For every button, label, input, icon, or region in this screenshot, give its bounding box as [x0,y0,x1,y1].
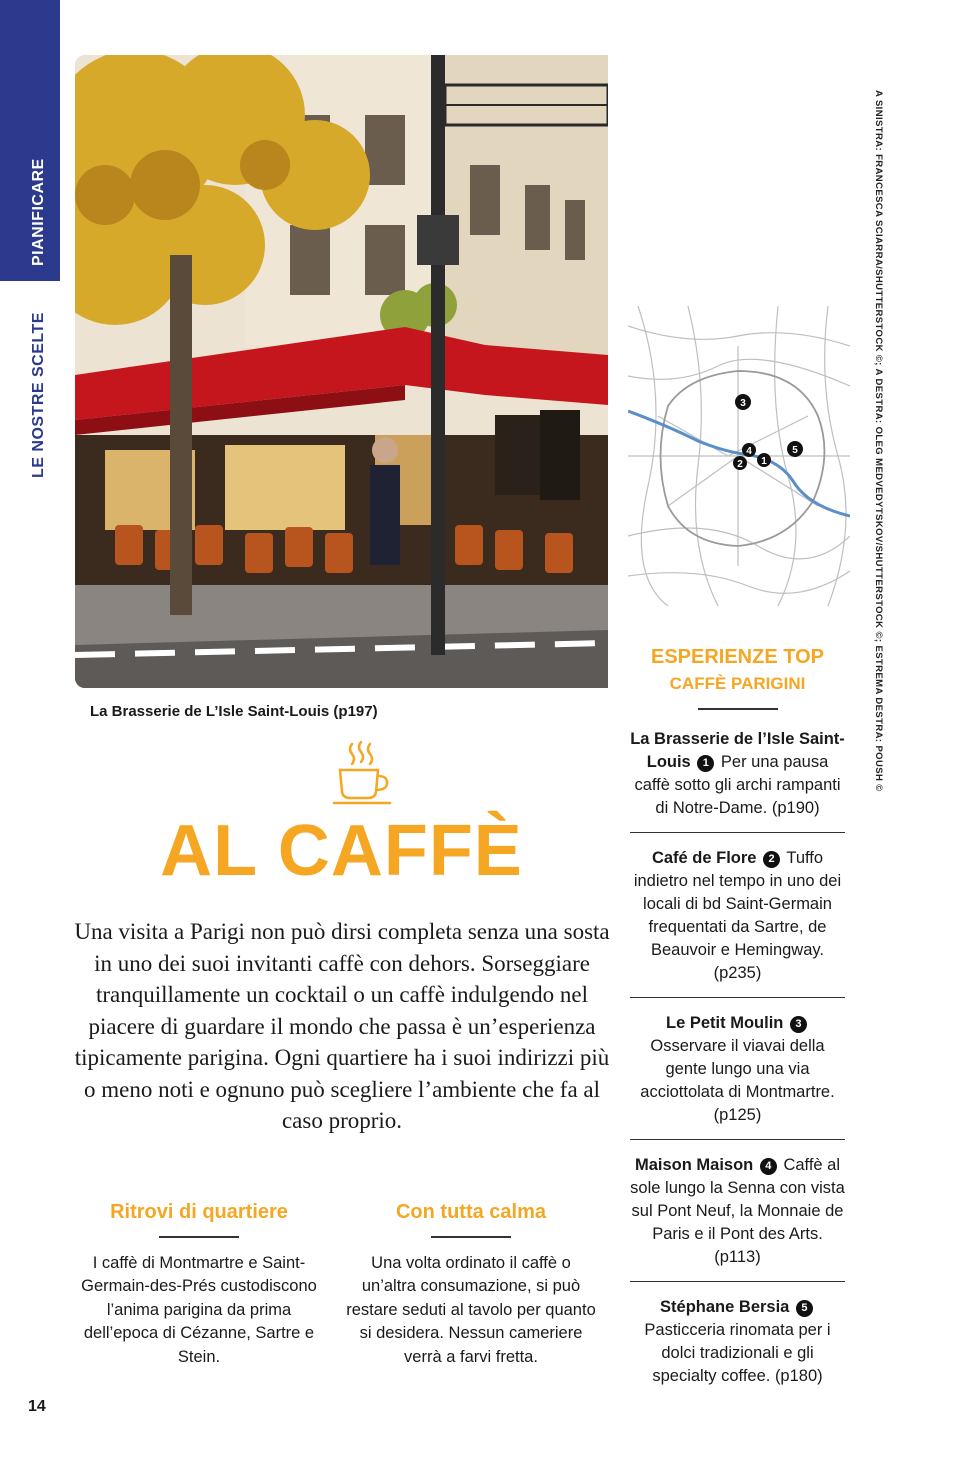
photo-credits: A SINISTRA: FRANCESCA SCIARRA/SHUTTERSTOCK ©; A DESTRA: OLEG MEDVEDYTSKOV/SHUTTERSTOCK ©; ESTREMA DESTRA: POUSH © [873,90,884,792]
subsection-text: I caffè di Montmartre e Saint-Germain-des-Prés custodiscono l’anima parigina da prima dell’epoca di Cézanne, Sartre e Stein. [81,1253,317,1366]
svg-text:5: 5 [792,445,798,456]
list-item [630,1012,845,1140]
subsection-title: Con tutta calma [395,1201,547,1223]
number-badge: 2 [763,851,780,868]
experiences-heading: ESPERIENZE TOP [650,646,824,668]
chapter-tab-label: LE NOSTRE SCELTE [30,312,47,478]
experience-text: Pasticceria rinomata per i dolci tradizionali e gli specialty coffee. (p180) [644,1321,831,1385]
experiences-subheading: CAFFÈ PARIGINI [669,674,806,693]
number-badge: 1 [697,755,714,772]
coffee-cup-icon [330,740,394,806]
subsection-text: Una volta ordinato il caffè o un’altra consumazione, si può restare seduti al tavolo per quanto si desidera. Nessun cameriere verrà a farvi fretta. [346,1253,596,1366]
map-marker-2 [733,456,747,470]
photo-caption: La Brasserie de L’Isle Saint-Louis (p197) [90,703,378,720]
svg-text:4: 4 [746,446,752,457]
cafe-photo [75,55,608,688]
svg-text:1: 1 [761,456,767,467]
page-number: 14 [28,1398,46,1415]
experience-text: Osservare il viavai della gente lungo una via acciottolata di Montmartre. (p125) [640,1037,835,1124]
experience-name: Maison Maison [634,1156,754,1174]
experiences-list [630,728,845,1414]
experience-name: Stéphane Bersia [660,1298,790,1316]
list-item [630,1296,845,1400]
experience-name: Le Petit Moulin [666,1014,784,1032]
divider [159,1236,239,1238]
map-marker-1 [757,453,771,467]
map-marker-3 [735,394,751,410]
svg-text:2: 2 [737,459,743,470]
map-marker-4 [742,443,756,457]
experience-text: Per una pausa caffè sotto gli archi rampanti di Notre-Dame. (p190) [634,753,841,817]
experience-name: La Brasserie de l’Isle Saint-Louis [630,730,845,771]
map-marker-5 [787,441,803,457]
subsection-calma [346,1198,596,1369]
section-tab-label: PIANIFICARE [30,158,47,266]
number-badge: 3 [790,1016,807,1033]
list-item [630,847,845,998]
experiences-header [630,643,845,710]
subsection-ritrovi [74,1198,324,1369]
list-item [630,1154,845,1282]
svg-text:3: 3 [740,398,746,409]
page-title: AL CAFFÈ [160,811,523,891]
experience-name: Café de Flore [651,849,757,867]
divider [431,1236,511,1238]
experience-text: Caffè al sole lungo la Senna con vista sul Pont Neuf, la Monnaie de Paris e il Pont des Arts. (p113) [630,1156,845,1266]
intro-paragraph: Una visita a Parigi non può dirsi completa senza una sosta in uno dei suoi invitanti caffè con dehors. Sorseggiare tranquillamente un cocktail o un caffè indulgendo nel piacere di guardare il mondo che passa è un’esperienza tipicamente parigina. Ogni quartiere ha i suoi indirizzi più o meno noti e ognuno può scegliere l’ambiente che fa al caso proprio. [74,919,610,1133]
divider [698,708,778,710]
number-badge: 4 [760,1158,777,1175]
experience-text: Tuffo indietro nel tempo in uno dei locali di bd Saint-Germain frequentati da Sartre, de Beauvoir e Hemingway. (p235) [633,849,842,982]
map-panel [608,288,867,640]
subsection-title: Ritrovi di quartiere [110,1201,288,1223]
paris-map [628,306,850,606]
list-item [630,728,845,833]
number-badge: 5 [796,1300,813,1317]
